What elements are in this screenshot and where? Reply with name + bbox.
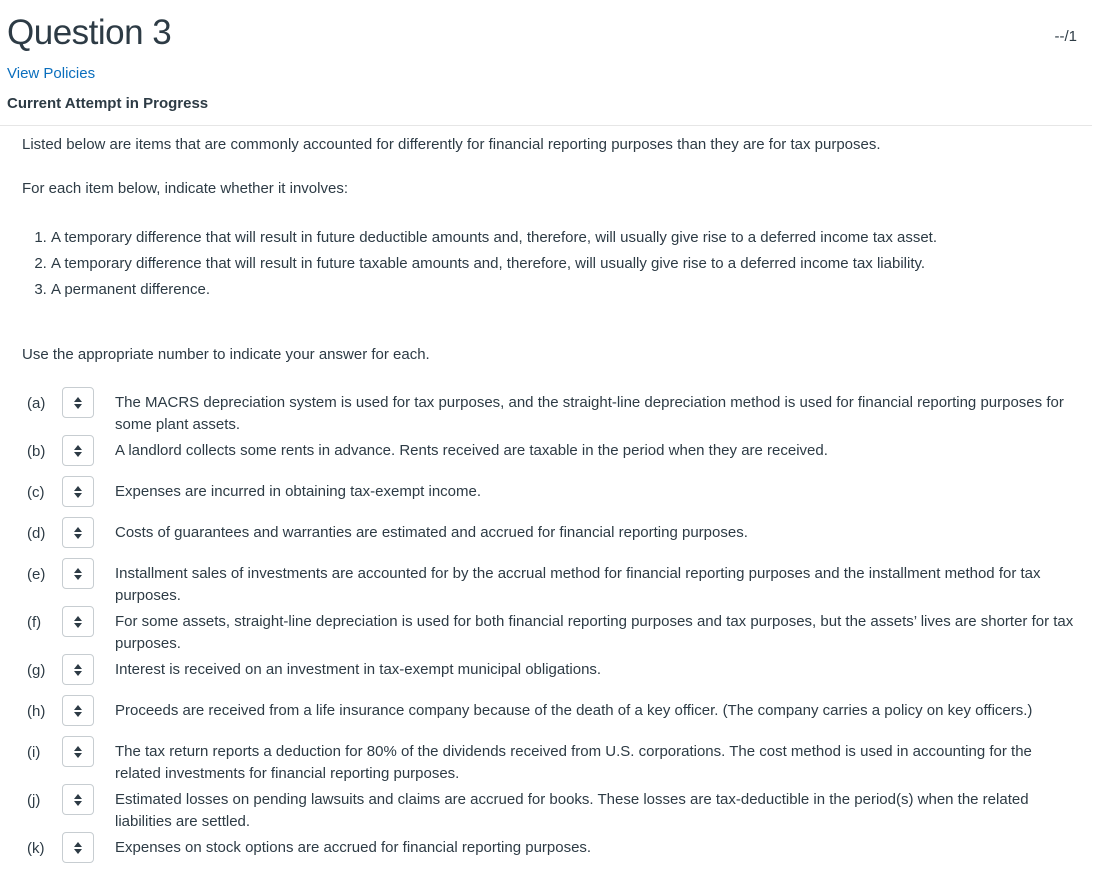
intro-text: Listed below are items that are commonly accounted for differently for financial reporting purposes than they are for tax purposes. (22, 136, 881, 153)
item-text: The MACRS depreciation system is used for tax purposes, and the straight-line depreciation method is used for financial reporting purposes for some plant assets. (115, 394, 1064, 433)
item-text: The tax return reports a deduction for 80% of the dividends received from U.S. corporations. The cost method is used in accounting for the related investments for financial reporting purposes. (115, 743, 1032, 782)
select-up-arrow-icon (74, 705, 82, 710)
select-down-arrow-icon (74, 452, 82, 457)
select-up-arrow-icon (74, 527, 82, 532)
item-label: (g) (27, 662, 46, 679)
select-down-arrow-icon (74, 493, 82, 498)
item-text: A landlord collects some rents in advance. Rents received are taxable in the period when they are received. (115, 442, 828, 459)
question-header (0, 0, 1092, 126)
select-up-arrow-icon (74, 397, 82, 402)
select-up-arrow-icon (74, 568, 82, 573)
item-text: For some assets, straight-line depreciation is used for both financial reporting purposes and tax purposes, but the assets’ lives are shorter for tax purposes. (115, 613, 1074, 652)
item-text: Estimated losses on pending lawsuits and claims are accrued for books. These losses are tax-deductible in the period(s) when the related liabilities are settled. (115, 791, 1029, 830)
attempt-status: Current Attempt in Progress (7, 95, 209, 112)
select-down-arrow-icon (74, 753, 82, 758)
item-text: Expenses on stock options are accrued for financial reporting purposes. (115, 839, 592, 856)
prompt-text: For each item below, indicate whether it involves: (22, 180, 348, 197)
select-down-arrow-icon (74, 534, 82, 539)
select-up-arrow-icon (74, 486, 82, 491)
item-label: (d) (27, 525, 46, 542)
answer-options-list (22, 225, 937, 303)
select-up-arrow-icon (74, 664, 82, 669)
select-up-arrow-icon (74, 842, 82, 847)
answer-select-a[interactable] (62, 387, 94, 418)
option-1: 1. A temporary difference that will result in future deductible amounts and, therefore, will usually give rise to a deferred income tax asset. (51, 225, 937, 251)
item-label: (h) (27, 703, 46, 720)
answer-select-c[interactable] (62, 476, 94, 507)
answer-select-i[interactable] (62, 736, 94, 767)
select-up-arrow-icon (74, 794, 82, 799)
answer-select-g[interactable] (62, 654, 94, 685)
select-down-arrow-icon (74, 671, 82, 676)
answer-select-e[interactable] (62, 558, 94, 589)
item-text: Installment sales of investments are accounted for by the accrual method for financial reporting purposes and the installment method for tax purposes. (115, 565, 1041, 604)
answer-select-k[interactable] (62, 832, 94, 863)
answer-select-d[interactable] (62, 517, 94, 548)
answer-select-b[interactable] (62, 435, 94, 466)
select-up-arrow-icon (74, 616, 82, 621)
question-score: --/1 (1054, 28, 1077, 45)
answer-select-h[interactable] (62, 695, 94, 726)
item-label: (e) (27, 566, 46, 583)
item-label: (a) (27, 395, 46, 412)
select-down-arrow-icon (74, 849, 82, 854)
item-text: Expenses are incurred in obtaining tax-exempt income. (115, 483, 482, 500)
item-text: Interest is received on an investment in tax-exempt municipal obligations. (115, 661, 602, 678)
item-label: (c) (27, 484, 45, 501)
answer-select-j[interactable] (62, 784, 94, 815)
question-title: Question 3 (7, 13, 172, 52)
select-down-arrow-icon (74, 623, 82, 628)
item-label: (i) (27, 744, 41, 761)
option-2: 2. A temporary difference that will result in future taxable amounts and, therefore, will usually give rise to a deferred income tax liability. (51, 251, 937, 277)
select-down-arrow-icon (74, 575, 82, 580)
item-text: Proceeds are received from a life insurance company because of the death of a key officer. (The company carries a policy on key officers.) (115, 702, 1033, 719)
item-text: Costs of guarantees and warranties are estimated and accrued for financial reporting purposes. (115, 524, 748, 541)
select-down-arrow-icon (74, 712, 82, 717)
select-down-arrow-icon (74, 404, 82, 409)
answer-select-f[interactable] (62, 606, 94, 637)
select-up-arrow-icon (74, 746, 82, 751)
item-label: (b) (27, 443, 46, 460)
item-label: (k) (27, 840, 45, 857)
item-label: (j) (27, 792, 41, 809)
view-policies-link[interactable]: View Policies (7, 65, 96, 82)
select-down-arrow-icon (74, 801, 82, 806)
option-3: 3. A permanent difference. (51, 277, 937, 303)
use-number-instruction: Use the appropriate number to indicate your answer for each. (22, 346, 430, 363)
item-label: (f) (27, 614, 42, 631)
select-up-arrow-icon (74, 445, 82, 450)
